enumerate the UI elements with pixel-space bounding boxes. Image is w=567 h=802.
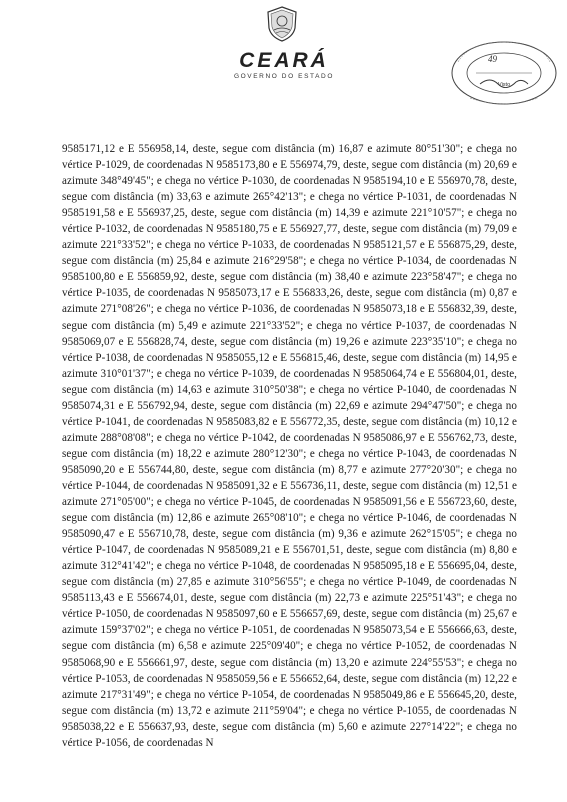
stamp-visto-label: Visto — [498, 82, 511, 88]
state-seal-icon — [266, 6, 298, 42]
body-paragraph: 9585171,12 e E 556958,14, deste, segue com distância (m) 16,87 e azimute 80°51'30"; e chega no vértice P-1029, de coordenadas N 9585173,80 e E 556974,79, deste, segue com distância (m) 20,69 e azimute 348°49'45"; e chega no vértice P-1030, de coordenadas N 9585194,10 e E 556970,78, deste, segue com distância (m) 33,63 e azimute 265°42'13"; e chega no vértice P-1031, de coordenadas N 9585191,58 e E 556937,25, deste, segue com distância (m) 14,39 e azimute 221°10'57"; e chega no vértice P-1032, de coordenadas N 9585180,75 e E 556927,77, deste, segue com distância (m) 79,09 e azimute 221°33'52"; e chega no vértice P-1033, de coordenadas N 9585121,57 e E 556875,29, deste, segue com distância (m) 25,84 e azimute 216°29'58"; e chega no vértice P-1034, de coordenadas N 9585100,80 e E 556859,92, deste, segue com distância (m) 38,40 e azimute 223°58'47"; e chega no vértice P-1035, de coordenadas N 9585073,17 e E 556833,26, deste, segue com distância (m) 0,87 e azimute 271°08'26"; e chega no vértice P-1036, de coordenadas N 9585073,18 e E 556832,39, deste, segue com distância (m) 5,49 e azimute 221°33'52"; e chega no vértice P-1037, de coordenadas N 9585069,07 e E 556828,74, deste, segue com distância (m) 19,26 e azimute 223°35'10"; e chega no vértice P-1038, de coordenadas N 9585055,12 e E 556815,46, deste, segue com distância (m) 14,95 e azimute 310°01'37"; e chega no vértice P-1039, de coordenadas N 9585064,74 e E 556804,01, deste, segue com distância (m) 14,63 e azimute 310°50'38"; e chega no vértice P-1040, de coordenadas N 9585074,31 e E 556792,94, deste, segue com distância (m) 22,69 e azimute 294°47'50"; e chega no vértice P-1041, de coordenadas N 9585083,82 e E 556772,35, deste, segue com distância (m) 10,12 e azimute 288°08'08"; e chega no vértice P-1042, de coordenadas N 9585086,97 e E 556762,73, deste, segue com distância (m) 18,22 e azimute 280°12'30"; e chega no vértice P-1043, de coordenadas N 9585090,20 e E 556744,80, deste, segue com distância (m) 8,77 e azimute 277°20'30"; e chega no vértice P-1044, de coordenadas N 9585091,32 e E 556736,11, deste, segue com distância (m) 12,51 e azimute 271°05'00"; e chega no vértice P-1045, de coordenadas N 9585091,56 e E 556723,60, deste, segue com distância (m) 12,86 e azimute 265°08'10"; e chega no vértice P-1046, de coordenadas N 9585090,47 e E 556710,78, deste, segue com distância (m) 9,36 e azimute 262°15'05"; e chega no vértice P-1047, de coordenadas N 9585089,21 e E 556701,51, deste, segue com distância (m) 8,80 e azimute 312°41'42"; e chega no vértice P-1048, de coordenadas N 9585095,18 e E 556695,04, deste, segue com distância (m) 27,85 e azimute 310°56'55"; e chega no vértice P-1049, de coordenadas N 9585113,43 e E 556674,01, deste, segue com distância (m) 22,73 e azimute 225°51'43"; e chega no vértice P-1050, de coordenadas N 9585097,60 e E 556657,69, deste, segue com distância (m) 25,67 e azimute 159°37'02"; e chega no vértice P-1051, de coordenadas N 9585073,54 e E 556666,63, deste, segue com distância (m) 6,58 e azimute 225°09'40"; e chega no vértice P-1052, de coordenadas N 9585068,90 e E 556661,97, deste, segue com distância (m) 13,20 e azimute 224°55'53"; e chega no vértice P-1053, de coordenadas N 9585059,56 e E 556652,64, deste, segue com distância (m) 12,22 e azimute 217°31'49"; e chega no vértice P-1054, de coordenadas N 9585049,86 e E 556645,20, deste, segue com distância (m) 13,72 e azimute 211°59'04"; e chega no vértice P-1055, de coordenadas N 9585038,22 e E 556637,93, deste, segue com distância (m) 5,60 e azimute 227°14'22"; e chega no vértice P-1056, de coordenadas N — [62, 143, 517, 749]
brand-block — [200, 50, 368, 81]
brand-subtitle: GOVERNO DO ESTADO — [233, 73, 335, 80]
protocol-stamp-icon — [450, 40, 558, 106]
stamp-page-number: 49 — [488, 54, 497, 64]
brand-name: CEARÁ — [239, 49, 329, 72]
document-body — [62, 141, 517, 751]
